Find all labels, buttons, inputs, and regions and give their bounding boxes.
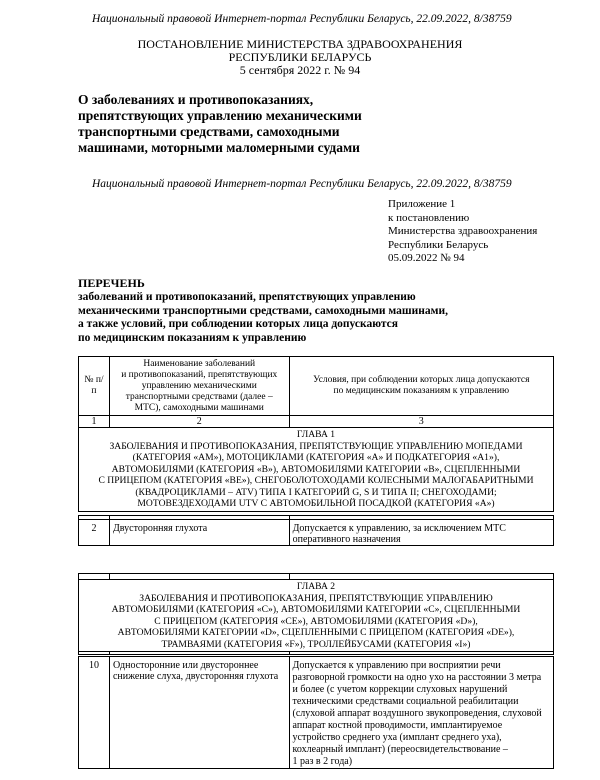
condition-line: и более (с учетом коррекции слуховых нарушений [292, 684, 508, 695]
list-line: заболеваний и противопоказаний, препятствующих управлению [78, 291, 416, 303]
chapter-line: ЗАБОЛЕВАНИЯ И ПРОТИВОПОКАЗАНИЯ, ПРЕПЯТСТВУЮЩИЕ УПРАВЛЕНИЮ МОПЕДАМИ [109, 440, 523, 452]
row-disease: Двусторонняя глухота [109, 520, 289, 546]
portal-header-mid: Национальный правовой Интернет-портал Республики Беларусь, 22.09.2022, 8/38759 [92, 178, 512, 190]
list-subtitle [78, 291, 498, 345]
col-index: 3 [289, 416, 553, 428]
chapter-title: ГЛАВА 2 [296, 581, 336, 592]
document-title [78, 92, 408, 156]
chapter-1 [79, 428, 554, 512]
condition-line: Допускается к управлению, за исключением МТС [292, 523, 506, 534]
condition-line: оперативного назначения [292, 534, 401, 545]
condition-line: устройство среднего уха (имплант среднего уха), [292, 732, 502, 743]
list-line: а также условий, при соблюдении которых лица допускаются [78, 318, 398, 330]
chapter-line: АВТОМОБИЛЯМИ (КАТЕГОРИЯ «С»), АВТОМОБИЛЯМИ КАТЕГОРИИ «С», СЦЕПЛЕННЫМИ [111, 604, 521, 615]
appendix-line: Министерства здравоохранения [388, 225, 538, 237]
disease-line: Односторонние или двустороннее [112, 660, 259, 671]
col-number-header: № п/п [79, 357, 110, 416]
disease-table-chapter2 [78, 573, 554, 655]
header-line: транспортными средствами (далее – [125, 391, 273, 402]
condition-line: Допускается к управлению при восприятии речи [292, 660, 501, 671]
chapter-line: (КАТЕГОРИЯ «АМ»), МОТОЦИКЛАМИ (КАТЕГОРИЯ «А» И ПОДКАТЕГОРИЯ «А1»), [132, 452, 500, 464]
header-line: и противопоказаний, препятствующих [121, 369, 278, 380]
chapter-line: С ПРИЦЕПОМ (КАТЕГОРИЯ «СЕ»), АВТОМОБИЛЯМИ (КАТЕГОРИЯ «D»), [154, 615, 478, 627]
chapter-line: АВТОМОБИЛЯМИ КАТЕГОРИИ «D», СЦЕПЛЕННЫМИ С ПРИЦЕПОМ (КАТЕГОРИЯ «DE»), [117, 627, 515, 638]
appendix-block [388, 198, 588, 266]
chapter-line: АВТОМОБИЛЯМИ (КАТЕГОРИЯ «В»), АВТОМОБИЛЯМИ КАТЕГОРИИ «В», СЦЕПЛЕННЫМИ [111, 463, 521, 475]
chapter-line: (КВАДРОЦИКЛАМИ – ATV) ТИПА I КАТЕГОРИЙ G, S И ТИПА II; СНЕГОХОДАМИ; [135, 486, 497, 498]
disease-table [78, 356, 554, 512]
chapter-line: МОТОВЕЗДЕХОДАМИ UTV С АВТОМОБИЛЬНОЙ ПОСАДКОЙ (КАТЕГОРИЯ «А») [137, 498, 495, 510]
list-line: по медицинским показаниям к управлению [78, 331, 307, 344]
row-number: 10 [79, 657, 110, 769]
header-line: управлению механическими [141, 380, 257, 391]
disease-table-row10 [78, 656, 554, 769]
condition-line: кохлеарный имплант) (переосвидетельствование – [292, 744, 508, 755]
appendix-line: Приложение 1 [388, 198, 456, 210]
chapter-line: ЗАБОЛЕВАНИЯ И ПРОТИВОПОКАЗАНИЯ, ПРЕПЯТСТВУЮЩИЕ УПРАВЛЕНИЮ [139, 592, 493, 604]
col-index: 1 [79, 416, 110, 428]
title-line: машинами, моторными маломерными судами [78, 140, 360, 155]
header-line: МТС), самоходными машинами [134, 402, 264, 413]
condition-line: 1 раз в 2 года) [292, 756, 353, 767]
list-line: механическими транспортными средствами, самоходными машинами, [78, 304, 448, 317]
decree-line: ПОСТАНОВЛЕНИЕ МИНИСТЕРСТВА ЗДРАВООХРАНЕНИЯ [137, 37, 463, 51]
chapter-line: ТРАМВАЯМИ (КАТЕГОРИЯ «F»), ТРОЛЛЕЙБУСАМИ (КАТЕГОРИЯ «I») [161, 638, 471, 650]
title-line: транспортными средствами, самоходными [78, 124, 340, 139]
appendix-line: 05.09.2022 № 94 [388, 252, 465, 264]
row-conditions [289, 657, 553, 769]
list-heading: ПЕРЕЧЕНЬ [78, 276, 145, 290]
header-line: Наименование заболеваний [143, 358, 256, 369]
disease-table-row2 [78, 515, 554, 546]
col-index: 2 [109, 416, 289, 428]
decree-heading [0, 38, 600, 77]
decree-date: 5 сентября 2022 г. № 94 [239, 63, 361, 77]
appendix-line: к постановлению [388, 211, 470, 224]
appendix-line: Республики Беларусь [388, 238, 489, 251]
condition-line: аппарат костной проводимости, имплантируемое [292, 720, 503, 731]
portal-header-top: Национальный правовой Интернет-портал Республики Беларусь, 22.09.2022, 8/38759 [92, 13, 512, 25]
title-line: О заболеваниях и противопоказаниях, [78, 92, 314, 107]
title-line: препятствующих управлению механическими [78, 108, 362, 123]
chapter-title: ГЛАВА 1 [296, 429, 336, 441]
row-disease [109, 657, 289, 769]
row-conditions [289, 520, 553, 546]
decree-line: РЕСПУБЛИКИ БЕЛАРУСЬ [228, 50, 372, 64]
chapter-line: С ПРИЦЕПОМ (КАТЕГОРИЯ «ВЕ»), СНЕГОБОЛОТОХОДАМИ КОЛЕСНЫМИ МАЛОГАБАРИТНЫМИ [98, 475, 534, 487]
row-number: 2 [79, 520, 110, 546]
chapter-2 [79, 580, 554, 652]
condition-line: разговорной громкости на одно ухо на расстоянии 3 метра [292, 672, 542, 683]
condition-line: (слуховой аппарат воздушного звукопроведения, слуховой [292, 708, 542, 719]
disease-line: снижение слуха, двусторонняя глухота [112, 671, 279, 682]
col-disease-header [109, 357, 289, 416]
condition-line: техническими средствами социальной реабилитации [292, 696, 519, 707]
col-conditions-header: Условия, при соблюдении которых лица допускаются по медицинским показаниям к управлению [289, 357, 553, 416]
